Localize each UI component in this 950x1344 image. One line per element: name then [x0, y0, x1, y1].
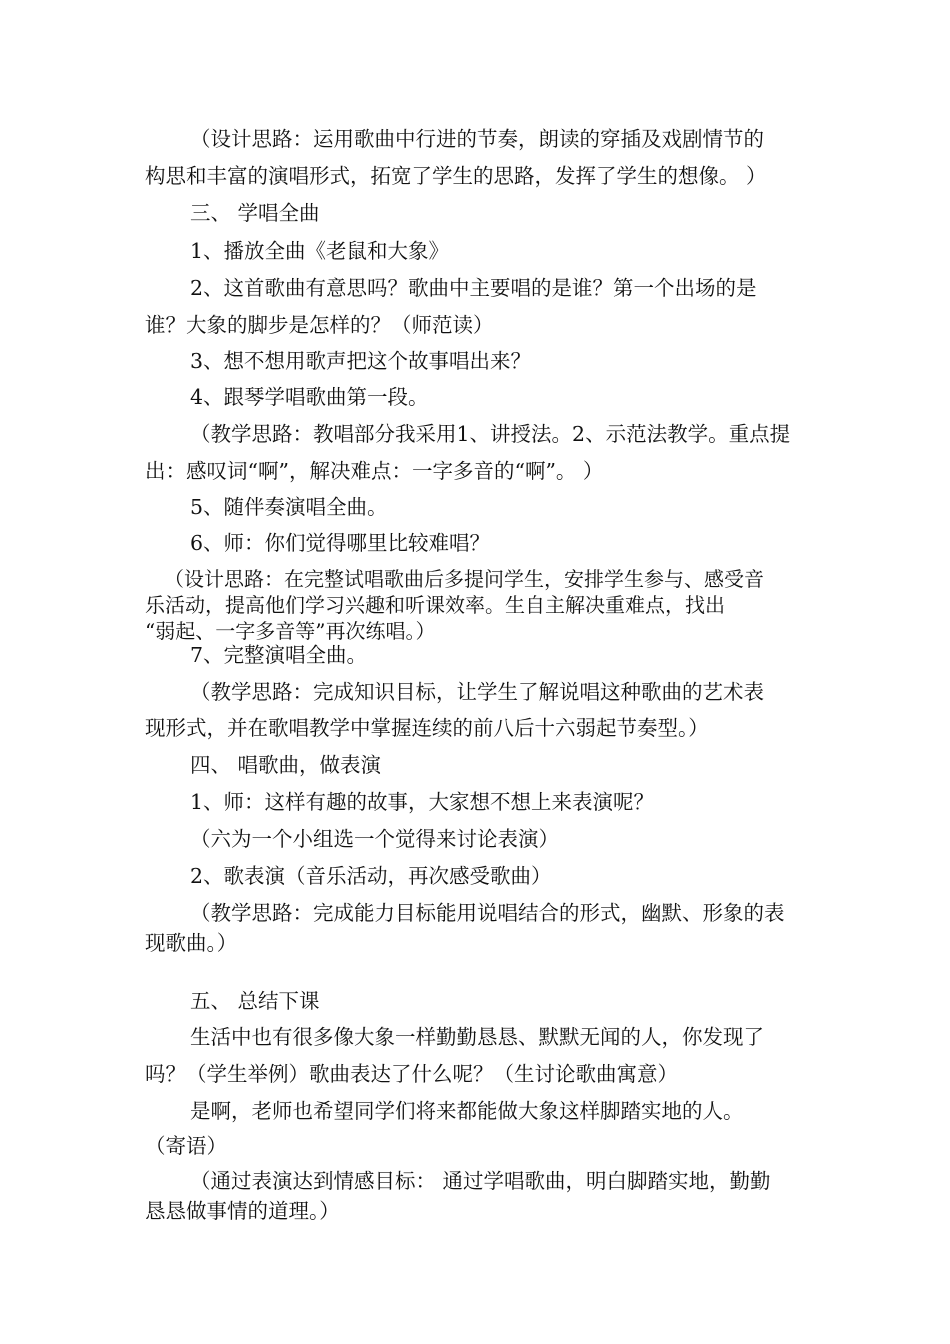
text-line: （寄语）	[145, 1134, 227, 1158]
text-line: 3、想不想用歌声把这个故事唱出来？	[190, 349, 532, 373]
text-line: 乐活动，提高他们学习兴趣和听课效率。生自主解决重难点，找出	[145, 593, 725, 617]
text-line: 6、师：你们觉得哪里比较难唱？	[190, 531, 491, 555]
text-line: （设计思路：运用歌曲中行进的节奏，朗读的穿插及戏剧情节的	[190, 127, 764, 151]
text-line: 1、播放全曲《老鼠和大象》	[190, 239, 450, 263]
text-line: 2、这首歌曲有意思吗？歌曲中主要唱的是谁？第一个出场的是	[190, 276, 757, 300]
section-heading: 三、 学唱全曲	[190, 201, 320, 225]
text-line: （通过表演达到情感目标： 通过学唱歌曲，明白脚踏实地，勤勤	[190, 1169, 771, 1193]
section-heading: 五、 总结下课	[190, 989, 320, 1013]
text-line: （教学思路：教唱部分我采用1、讲授法。2、示范法教学。重点提	[190, 422, 791, 446]
text-line: 出：感叹词“啊”，解决难点：一字多音的“啊”。 ）	[145, 459, 604, 483]
text-line: 现形式，并在歌唱教学中掌握连续的前八后十六弱起节奏型。）	[145, 716, 709, 740]
text-line: 生活中也有很多像大象一样勤勤恳恳、默默无闻的人，你发现了	[190, 1025, 764, 1049]
text-line: 1、师：这样有趣的故事，大家想不想上来表演呢？	[190, 790, 655, 814]
text-line: （六为一个小组选一个觉得来讨论表演）	[190, 827, 559, 851]
text-line: （教学思路：完成能力目标能用说唱结合的形式，幽默、形象的表	[190, 901, 785, 925]
text-line: 现歌曲。）	[145, 931, 238, 955]
text-line: 是啊，老师也希望同学们将来都能做大象这样脚踏实地的人。	[190, 1099, 744, 1123]
text-line: 2、歌表演（音乐活动，再次感受歌曲）	[190, 864, 552, 888]
text-line: 恳恳做事情的道理。）	[145, 1199, 340, 1223]
text-line: 5、随伴奏演唱全曲。	[190, 495, 388, 519]
text-line: 吗？（学生举例）歌曲表达了什么呢？（生讨论歌曲寓意）	[145, 1062, 678, 1086]
text-line: 构思和丰富的演唱形式，拓宽了学生的思路，发挥了学生的想像。 ）	[145, 164, 767, 188]
text-line: 谁？大象的脚步是怎样的？（师范读）	[145, 313, 494, 337]
section-heading: 四、 唱歌曲，做表演	[190, 753, 382, 777]
text-line: 7、完整演唱全曲。	[190, 643, 368, 667]
text-line: 4、跟琴学唱歌曲第一段。	[190, 385, 429, 409]
text-line: （教学思路：完成知识目标，让学生了解说唱这种歌曲的艺术表	[190, 680, 764, 704]
text-line: “弱起、一字多音等”再次练唱。）	[145, 619, 436, 643]
text-line: （设计思路：在完整试唱歌曲后多提问学生，安排学生参与、感受音	[164, 567, 764, 591]
